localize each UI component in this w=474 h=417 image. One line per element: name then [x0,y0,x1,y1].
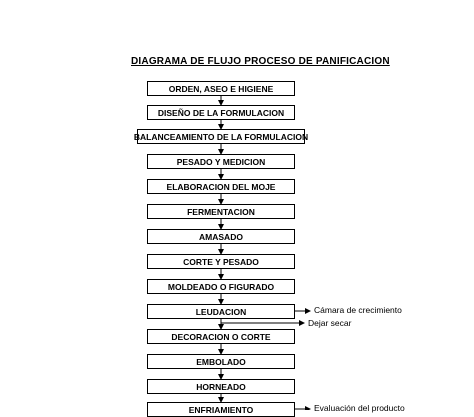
step-box-balanceamiento: BALANCEAMIENTO DE LA FORMULACION [137,129,305,144]
step-box-horneado: HORNEADO [147,379,295,394]
step-box-decoracion: DECORACION O CORTE [147,329,295,344]
note-camara-crecimiento: Cámara de crecimiento [314,305,402,315]
step-box-amasado: AMASADO [147,229,295,244]
step-box-corte-pesado: CORTE Y PESADO [147,254,295,269]
note-evaluacion-producto: Evaluación del producto [314,403,405,413]
step-box-enfriamiento: ENFRIAMIENTO [147,402,295,417]
diagram-title: DIAGRAMA DE FLUJO PROCESO DE PANIFICACION [131,56,390,67]
step-box-diseno: DISEÑO DE LA FORMULACION [147,105,295,120]
step-box-orden: ORDEN, ASEO E HIGIENE [147,81,295,96]
step-box-fermentacion: FERMENTACION [147,204,295,219]
step-box-moldeado: MOLDEADO O FIGURADO [147,279,295,294]
step-box-pesado: PESADO Y MEDICION [147,154,295,169]
step-box-leudacion: LEUDACION [147,304,295,319]
step-box-moje: ELABORACION DEL MOJE [147,179,295,194]
step-box-embolado: EMBOLADO [147,354,295,369]
note-dejar-secar: Dejar secar [308,318,352,328]
